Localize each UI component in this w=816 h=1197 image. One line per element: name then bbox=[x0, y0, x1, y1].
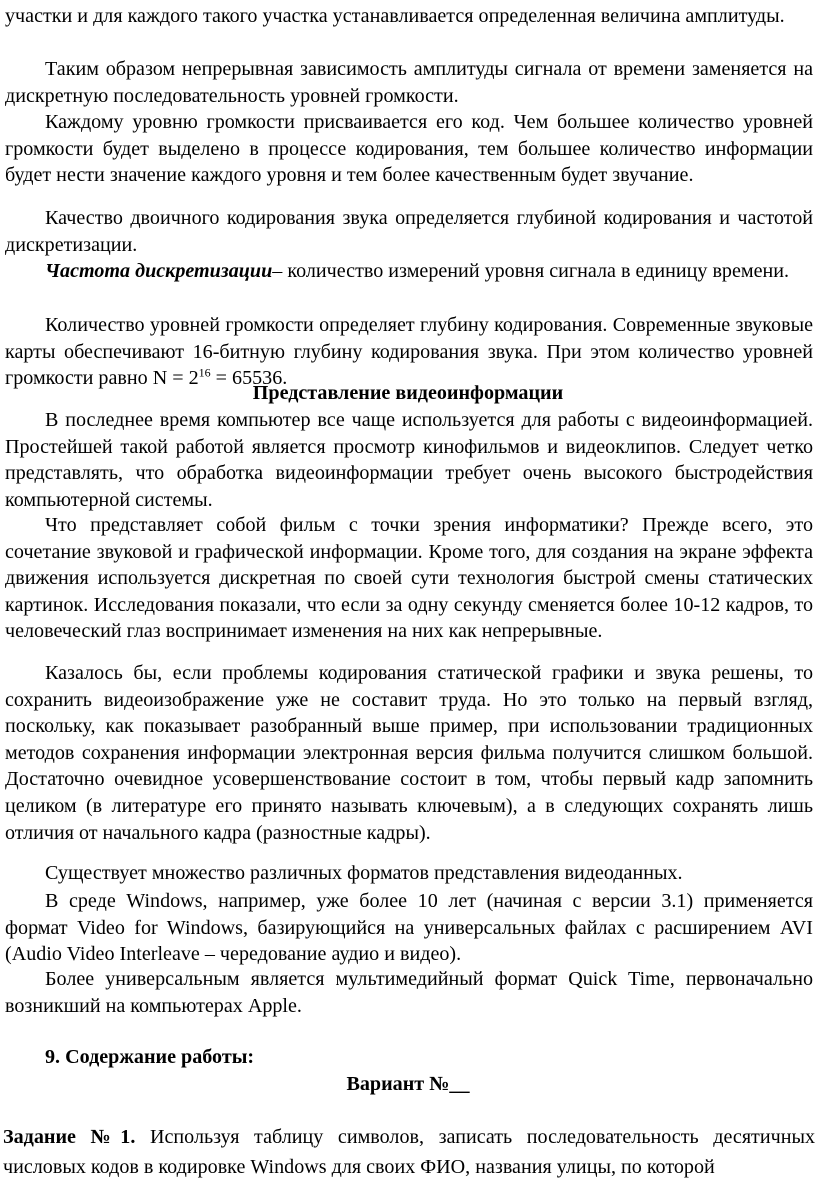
paragraph-coding-depth: Количество уровней громкости определяет глубину кодирования. Современные звуковые карты обеспечивают 16-битную глубину кодирования звука. При этом количество уровней громкости равно $N = 2^{16} = 65536$. bbox=[5, 314, 813, 390]
paragraph-quicktime-format: Более универсальным является мультимедийный формат Quick Time, первоначально возникший на компьютерах Apple. bbox=[5, 968, 813, 1017]
paragraph-binary-coding-quality: Качество двоичного кодирования звука определяется глубиной кодирования и частотой дискретизации. bbox=[5, 207, 813, 256]
paragraph-key-frames: Казалось бы, если проблемы кодирования статической графики и звука решены, то сохранить видеоизображение уже не составит труда. Но это только на первый взгляд, поскольку, как показывает разобранный выше пример, при использовании традиционных методов сохранения информации электронная версия фильма получится слишком большой. Достаточно очевидное усовершенствование состоит в том, чтобы первый кадр запомнить целиком (в литературе его принято называть ключевым), а в следующих сохранять лишь отличия от начального кадра (разностные кадры). bbox=[5, 662, 813, 844]
term-sampling-rate: Частота дискретизации bbox=[45, 260, 273, 282]
paragraph-video-formats: Существует множество различных форматов представления видеоданных. bbox=[45, 862, 683, 884]
variant-heading: Вариант №__ bbox=[346, 1073, 470, 1095]
heading-video-representation: Представление видеоинформации bbox=[252, 382, 564, 404]
paragraph-amplitude-sections: участки и для каждого такого участка устанавливается определенная величина амплитуды. bbox=[5, 5, 785, 27]
paragraph-film-informatics: Что представляет собой фильм с точки зрения информатики? Прежде всего, это сочетание звуковой и графической информации. Кроме того, для создания на экране эффекта движения используется дискретная по своей сути технология быстрой смены статических картинок. Исследования показали, что если за одну секунду сменяется более 10-12 кадров, то человеческий глаз воспринимает изменения на них как непрерывные. bbox=[5, 514, 813, 643]
task-1-label: Задание №1. bbox=[3, 1126, 136, 1148]
exponent: 16 bbox=[198, 365, 211, 380]
task-1: Задание №1. Используя таблицу символов, записать последовательность десятичных числовых кодов в кодировке Windows для своих ФИО, названия улицы, по которой bbox=[3, 1126, 815, 1178]
section-heading-work-content: 9. Содержание работы: bbox=[45, 1046, 255, 1068]
paragraph-continuous-dependence: Таким образом непрерывная зависимость амплитуды сигнала от времени заменяется на дискретную последовательность уровней громкости. bbox=[5, 58, 813, 107]
paragraph-sampling-rate-definition: Частота дискретизации– количество измерений уровня сигнала в единицу времени. bbox=[45, 260, 790, 282]
paragraph-video-work: В последнее время компьютер все чаще используется для работы с видеоинформацией. Простейшей такой работой является просмотр кинофильмов и видеоклипов. Следует четко представлять, что обработка видеоинформации требует очень высокого быстродействия компьютерной системы. bbox=[5, 409, 813, 511]
paragraph-avi-format: В среде Windows, например, уже более 10 лет (начиная с версии 3.1) применяется формат Video for Windows, базирующийся на универсальных файлах с расширением AVI (Audio Video Interleave – чередование аудио и видео). bbox=[5, 890, 813, 966]
paragraph-volume-level-code: Каждому уровню громкости присваивается его код. Чем большее количество уровней громкости будет выделено в процессе кодирования, тем большее количество информации будет нести значение каждого уровня и тем более качественным будет звучание. bbox=[5, 111, 813, 187]
